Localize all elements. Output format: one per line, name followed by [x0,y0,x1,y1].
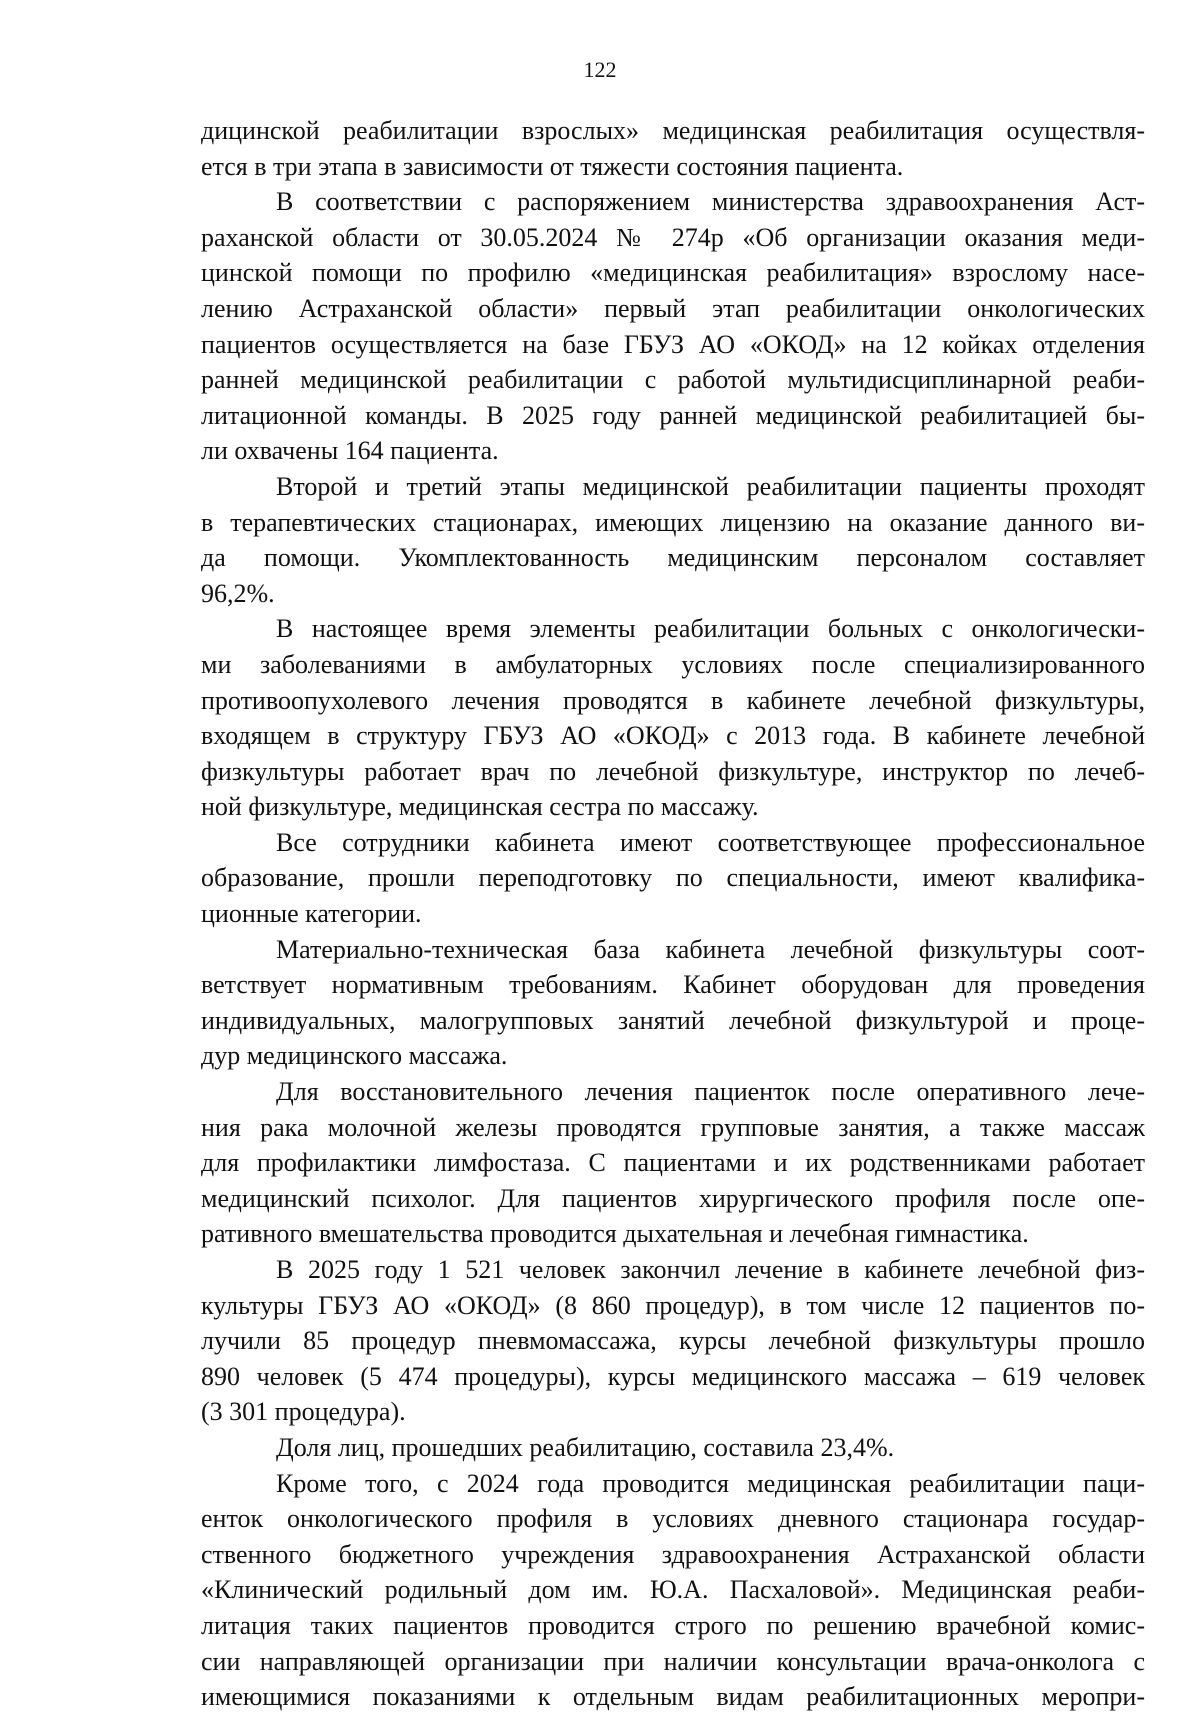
text-line: да помощи. Укомплектованность медицинским персоналом составляет [201,543,1145,573]
text-line: образование, прошли переподготовку по специальности, имеют квалифика- [201,863,1145,893]
text-line: сии направляющей организации при наличии консультации врача-онколога с [201,1646,1145,1676]
text-line: 890 человек (5 474 процедуры), курсы медицинского массажа – 619 человек [201,1361,1145,1391]
text-line: входящем в структуру ГБУЗ АО «ОКОД» с 2013 года. В кабинете лечебной [201,721,1145,751]
text-line: дур медицинского массажа. [201,1041,508,1071]
text-line: ранней медицинской реабилитации с работой мультидисциплинарной реаби- [201,365,1145,395]
text-line: пациентов осуществляется на базе ГБУЗ АО «ОКОД» на 12 койках отделения [201,329,1145,359]
text-line: Второй и третий этапы медицинской реабилитации пациенты проходят [276,471,1145,501]
text-line: ется в три этапа в зависимости от тяжести состояния пациента. [201,151,904,181]
text-line: В 2025 году 1 521 человек закончил лечение в кабинете лечебной физ- [276,1255,1145,1284]
text-line: противоопухолевого лечения проводятся в кабинете лечебной физкультуры, [201,685,1145,715]
text-line: Для восстановительного лечения пациенток после оперативного лече- [276,1077,1145,1107]
text-line: лению Астраханской области» первый этап реабилитации онкологических [201,293,1145,323]
text-line: 96,2%. [201,578,275,608]
text-line: Доля лиц, прошедших реабилитацию, составила 23,4%. [276,1432,895,1462]
text-line: лучили 85 процедур пневмомассажа, курсы лечебной физкультуры прошло [201,1326,1145,1356]
text-line: ственного бюджетного учреждения здравоохранения Астраханской области [201,1539,1145,1569]
text-line: ционные категории. [201,899,422,929]
text-line: ния рака молочной железы проводятся групповые занятия, а также массаж [201,1112,1145,1142]
text-line: ной физкультуре, медицинская сестра по массажу. [201,792,759,822]
text-line: енток онкологического профиля в условиях дневного стационара государ- [201,1504,1145,1534]
text-line: индивидуальных, малогрупповых занятий лечебной физкультурой и проце- [201,1005,1145,1035]
text-line: В настоящее время элементы реабилитации больных с онкологически- [276,614,1145,644]
text-line: литация таких пациентов проводится строго по решению врачебной комис- [201,1610,1145,1640]
text-line: физкультуры работает врач по лечебной физкультуре, инструктор по лечеб- [201,756,1145,786]
text-line: «Клинический родильный дом им. Ю.А. Пасхаловой». Медицинская реаби- [201,1575,1145,1605]
text-line: ли охвачены 164 пациента. [201,436,499,466]
text-line: имеющимися показаниями к отдельным видам реабилитационных меропри- [201,1682,1145,1712]
page-number: 122 [583,57,617,82]
text-line: раханской области от 30.05.2024 № 274р «Об организации оказания меди- [201,222,1145,252]
text-line: ративного вмешательства проводится дыхательная и лечебная гимнастика. [201,1219,1029,1249]
text-line: медицинский психолог. Для пациентов хирургического профиля после опе- [201,1183,1145,1213]
text-line: для профилактики лимфостаза. С пациентами и их родственниками работает [201,1148,1145,1178]
text-line: ми заболеваниями в амбулаторных условиях после специализированного [201,649,1145,679]
body-text [201,113,1145,1715]
text-line: ветствует нормативным требованиям. Кабинет оборудован для проведения [201,970,1145,1000]
text-line: литационной команды. В 2025 году ранней медицинской реабилитацией бы- [201,400,1145,430]
text-line: в терапевтических стационарах, имеющих лицензию на оказание данного ви- [201,507,1145,537]
text-line: культуры ГБУЗ АО «ОКОД» (8 860 процедур), в том числе 12 пациентов по- [201,1290,1145,1320]
text-line: В соответствии с распоряжением министерства здравоохранения Аст- [276,187,1145,217]
text-line: (3 301 процедура). [201,1397,406,1427]
text-line: цинской помощи по профилю «медицинская реабилитация» взрослому насе- [201,258,1145,288]
text-line: дицинской реабилитации взрослых» медицинская реабилитация осуществля- [201,116,1145,145]
text-line: Кроме того, с 2024 года проводится медицинская реабилитации паци- [276,1468,1145,1498]
text-line: Все сотрудники кабинета имеют соответствующее профессиональное [276,827,1145,857]
text-line: Материально-техническая база кабинета лечебной физкультуры соот- [276,934,1145,964]
